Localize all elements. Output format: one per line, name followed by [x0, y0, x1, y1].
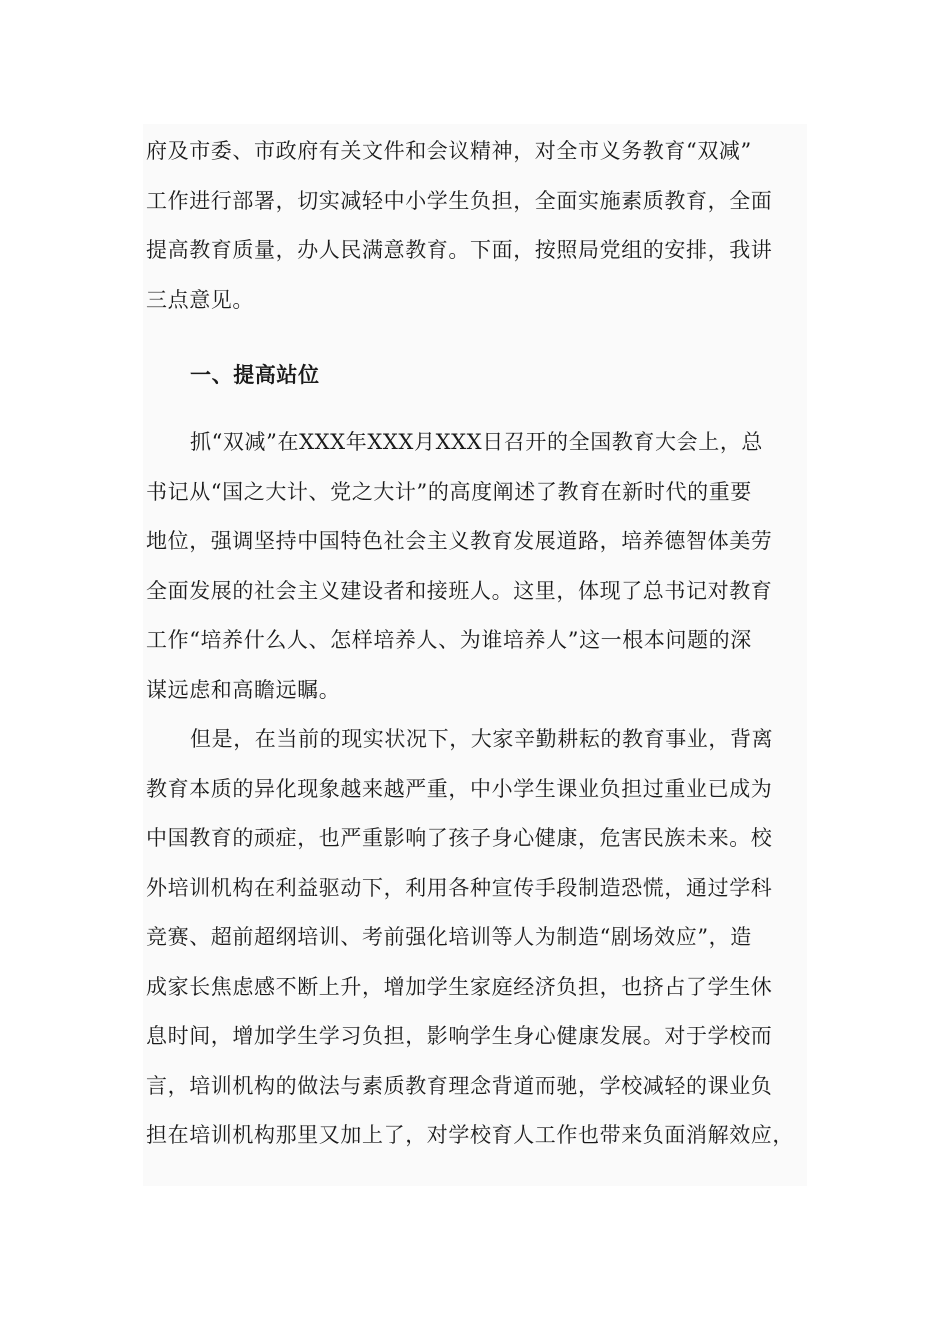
- paragraph-line: 地位，强调坚持中国特色社会主义教育发展道路，培养德智体美劳: [146, 529, 773, 553]
- paragraph-line: 谋远虑和高瞻远瞩。: [146, 677, 341, 702]
- paragraph-line: 中国教育的顽症，也严重影响了孩子身心健康，危害民族未来。校: [146, 826, 773, 850]
- paragraph-line: 但是，在当前的现实状况下，大家辛勤耕耘的教育事业，背离: [190, 727, 774, 751]
- paragraph-line: 工作“培养什么人、怎样培养人、为谁培养人”这一根本问题的深: [146, 628, 752, 652]
- paragraph-line: 三点意见。: [146, 287, 254, 312]
- paragraph-line: 息时间，增加学生学习负担，影响学生身心健康发展。对于学校而: [146, 1024, 773, 1048]
- paragraph-line: 成家长焦虑感不断上升，增加学生家庭经济负担，也挤占了学生休: [146, 974, 773, 999]
- paragraph-line: 府及市委、市政府有关文件和会议精神，对全市义务教育“双减”: [146, 139, 752, 163]
- paragraph-line: 全面发展的社会主义建设者和接班人。这里，体现了总书记对教育: [146, 578, 773, 603]
- paragraph-line: 言，培训机构的做法与素质教育理念背道而驰，学校减轻的课业负: [146, 1073, 773, 1098]
- paragraph-line: 外培训机构在利益驱动下，利用各种宣传手段制造恐慌，通过学科: [146, 875, 773, 900]
- paragraph-line: 教育本质的异化现象越来越严重，中小学生课业负担过重业已成为: [146, 776, 773, 801]
- paragraph-line: 竞赛、超前超纲培训、考前强化培训等人为制造“剧场效应”，造: [146, 925, 752, 949]
- paragraph-line: 抓“双减”在XXX年XXX月XXX日召开的全国教育大会上，总: [190, 430, 764, 454]
- paragraph-line: 书记从“国之大计、党之大计”的高度阐述了教育在新时代的重要: [146, 479, 752, 504]
- paragraph-3: [146, 715, 796, 1161]
- section-heading: 一、提高站位: [190, 362, 320, 387]
- paragraph-1: [146, 127, 796, 325]
- paragraph-line: 工作进行部署，切实减轻中小学生负担，全面实施素质教育，全面: [146, 188, 773, 213]
- paragraph-2: [146, 418, 796, 715]
- paragraph-line: 提高教育质量，办人民满意教育。下面，按照局党组的安排，我讲: [146, 238, 773, 262]
- paragraph-line: 担在培训机构那里又加上了，对学校育人工作也带来负面消解效应，: [146, 1123, 794, 1147]
